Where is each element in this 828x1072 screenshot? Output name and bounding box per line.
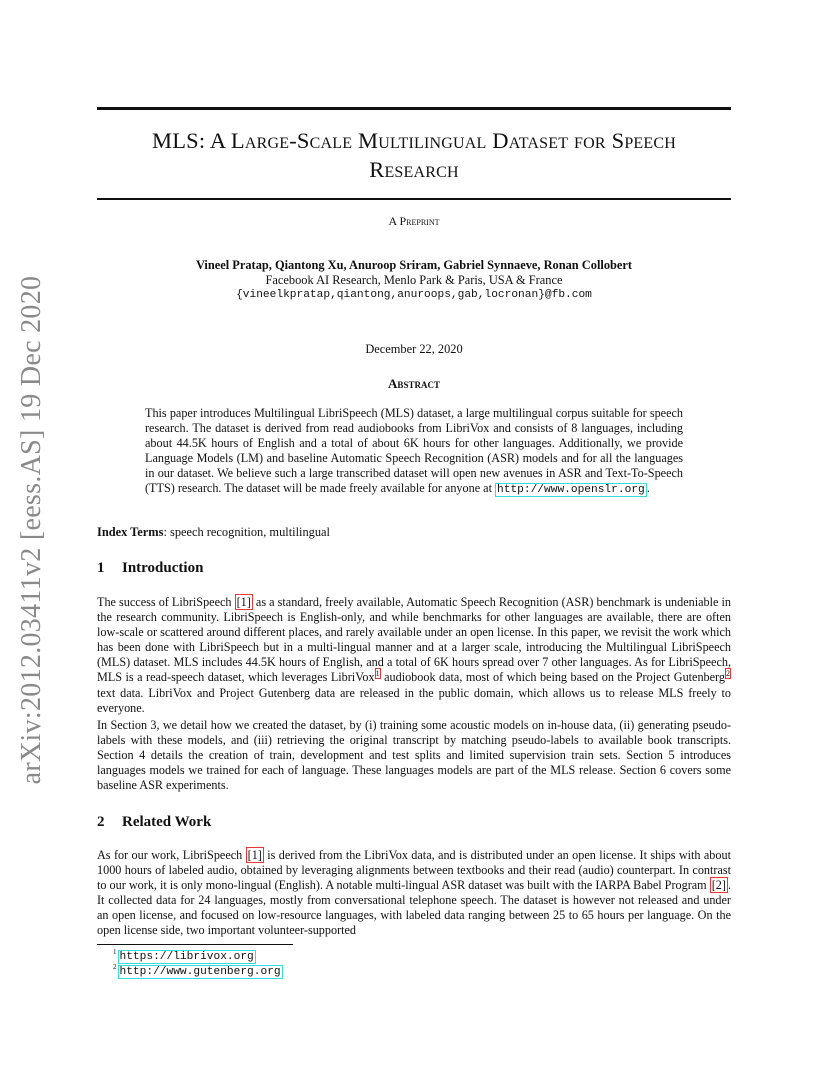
title-line-1: MLS: A Large-Scale Multilingual Dataset for Speech	[151, 128, 676, 153]
author-names: Vineel Pratap, Qiantong Xu, Anuroop Sriram, Gabriel Synnaeve, Ronan Collobert	[195, 258, 633, 272]
section-introduction-heading	[97, 560, 731, 577]
related-text: As for our work, LibriSpeech	[97, 848, 246, 862]
citation-link-2[interactable]: [2]	[711, 878, 726, 893]
paper-title	[97, 126, 731, 184]
abstract-body: This paper introduces Multilingual LibriSpeech (MLS) dataset, a large multilingual corpus suitable for speech research. The dataset is derived from read audiobooks from LibriVox and consists of 8 languages, including about 44.5K hours of English and a total of about 6K hours for other languages. Additionally, we provide Language Models (LM) and baseline Automatic Speech Recognition (ASR) models and for all the languages in our dataset. We believe such a large transcribed dataset will open new avenues in ASR and Text-To-Speech (TTS) research. The dataset will be made freely available for anyone at http://www.openslr.org .	[145, 406, 683, 496]
title-line-2: Research	[369, 157, 459, 182]
librivox-link[interactable]: https://librivox.org	[119, 950, 254, 963]
intro-paragraph-2: In Section 3, we detail how we created the dataset, by (i) training some acoustic models on in-house data, (ii) generating pseudo-labels with these models, and (iii) retrieving the original transcript by matching pseudo-labels to available book transcripts. Section 4 details the creation of train, development and test splits and limited supervision train sets. Section 5 introduces languages models we trained for each of language. These languages models are part of the MLS release. Section 6 covers some baseline ASR experiments.	[97, 718, 731, 793]
index-terms	[97, 525, 731, 540]
section-number: 1	[97, 560, 105, 576]
section-related-work-heading	[97, 814, 731, 831]
author-block	[97, 258, 731, 303]
section-number: 2	[97, 814, 105, 830]
citation-link-1[interactable]: [1]	[236, 595, 251, 609]
abstract-heading: Abstract	[388, 376, 440, 391]
footnote-2	[113, 963, 283, 978]
related-work-paragraph	[97, 848, 731, 939]
related-text: is derived from the LibriVox data, and is distributed under an open license. It ships with about 1000 hours of labeled audio, obtained by leveraging alignments between textbooks and their read (audio) counterpart. In contrast to our work, it is only mono-lingual (English). A notable multi-lingual ASR dataset was built with the IARPA Babel Program	[97, 848, 731, 893]
arxiv-id: arXiv:2012.03411v2 [eess.AS] 19 Dec 2020	[16, 275, 47, 785]
paper-date: December 22, 2020	[365, 342, 463, 356]
abstract-text: This paper introduces Multilingual LibriSpeech (MLS) dataset, a large multilingual corpus suitable for speech research. The dataset is derived from read audiobooks from LibriVox and consists of 8 languages, including about 44.5K hours of English and a total of about 6K hours for other languages. Additionally, we provide Language Models (LM) and baseline Automatic Speech Recognition (ASR) models and for all the languages in our dataset. We believe such a large transcribed dataset will open new avenues in ASR and Text-To-Speech (TTS) research. The dataset will be made freely available for anyone at	[145, 406, 683, 495]
section-title: Introduction	[122, 560, 204, 576]
intro-text: The success of LibriSpeech	[97, 595, 235, 609]
title-bottom-rule	[97, 198, 731, 200]
citation-link-1[interactable]: [1]	[247, 848, 262, 862]
gutenberg-link[interactable]: http://www.gutenberg.org	[119, 965, 281, 978]
intro-text: text data. LibriVox and Project Gutenberg data are released in the public domain, which allows us to release MLS freely to everyone.	[97, 685, 731, 715]
arxiv-stamp	[12, 275, 52, 785]
footnote-ref-1[interactable]: 1	[375, 669, 380, 679]
intro-text: as a standard, freely available, Automatic Speech Recognition (ASR) benchmark is undeniable in the research community. LibriSpeech is English-only, and while benchmarks for other languages are available, there are often low-scale or scattered around different places, and rarely available under an open license. In this paper, we revisit the work which has been done with LibriSpeech but in a multi-lingual manner and at a larger scale, introducing the Multilingual LibriSpeech (MLS) dataset. MLS includes 44.5K hours of English, and a total of 6K hours spread over 7 other languages. As for LibriSpeech, MLS is a read-speech dataset, which leverages LibriVox	[97, 595, 731, 685]
footnote-ref-2[interactable]: 2	[726, 669, 730, 679]
intro-paragraph-1	[97, 595, 731, 716]
section-title: Related Work	[122, 814, 212, 830]
affiliation: Facebook AI Research, Menlo Park & Paris, USA & France	[265, 273, 563, 287]
openslr-link[interactable]: http://www.openslr.org	[497, 483, 645, 496]
footnote-number: 2	[113, 963, 117, 971]
title-top-rule	[97, 107, 731, 110]
intro-text: audiobook data, most of which being based on the Project Gutenberg	[380, 670, 725, 685]
footnote-number: 1	[113, 948, 117, 956]
footnote-1	[113, 948, 256, 963]
index-terms-label: Index Terms	[97, 525, 164, 539]
related-text: . It collected data for 24 languages, mostly from conversational telephone speech. The dataset is however not released and under an open license, and focused on low-resource languages, with labeled data ranging between 25 to 65 hours per language. On the open license side, two important volunteer-supported	[97, 878, 731, 938]
footnote-rule	[97, 944, 293, 945]
author-emails: {vineelkpratap,qiantong,anuroops,gab,locronan}@fb.com	[236, 289, 592, 301]
index-terms-text: : speech recognition, multilingual	[163, 525, 331, 539]
preprint-label: A Preprint	[388, 214, 440, 228]
